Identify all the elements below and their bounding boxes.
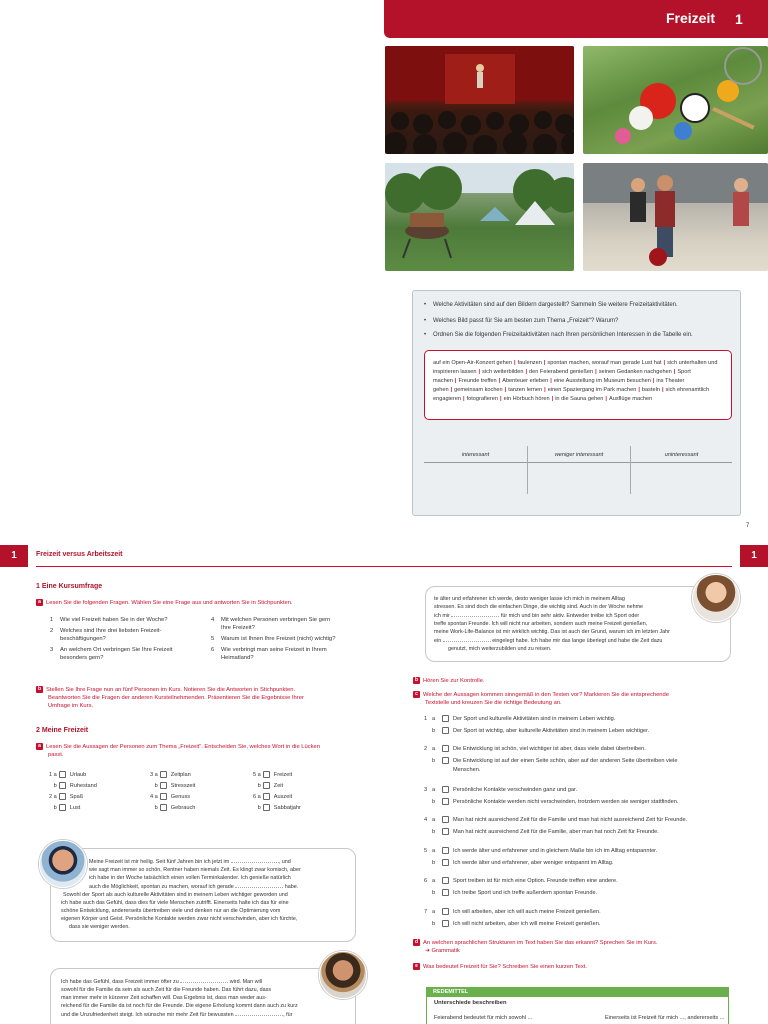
checkbox[interactable] — [442, 798, 449, 805]
activity: sich ehrenamtlich engagieren — [433, 387, 710, 402]
statement-3: 3 a Persönliche Kontakte verschwinden ganz und gar. b Persönliche Kontakte werden nicht verschwinden, trotzdem werden sie weniger stattfinden. — [424, 787, 679, 805]
exercise-2b-instruction: b Hören Sie zur Kontrolle. — [414, 677, 485, 685]
redemittel-phrase: Feierabend bedeutet für mich sowohl ... — [434, 1015, 533, 1021]
speech-bubble-young-man: Ich habe das Gefühl, dass Freizeit immer öfter zu wird. Man will sowohl für die Familie da sein als auch Zeit für die Freunde haben. Das führt dazu, dass man immer mehr in kürzerer Zeit schaffen will. Das Ergebnis ist, dass man weder aus- reichend für die Familie da ist noch für die Freunde. Die eigene Erholung kommt dann auch zu kurz und die Unzufriedenheit steigt. Ich wünsche mir mehr Zeit für bewussten , für — [50, 968, 356, 1024]
activity: Sport machen — [433, 369, 691, 384]
avatar-retiree — [39, 840, 87, 888]
sports-equipment-photo — [583, 46, 768, 154]
question: Heimatland? — [221, 655, 254, 661]
speech-bubble-retiree: Meine Freizeit ist mir heilig. Seit fünf Jahren bin ich jetzt im , und wie sagt man immer so schön, Rentner haben niemals Zeit. Es klingt zwar komisch, aber ich habe in der Woche tatsächlich einen vollen Terminkalender. Ich genieße natürlich auch die Möglichkeit, spontan zu machen, worauf ich gerade habe. Sowohl der Sport als auch kulturelle Aktivitäten sind in meinem Leben wichtiger geworden und ich habe auch das Gefühl, dass dies für viele Menschen zutrifft. Einerseits halte ich das für eine schöne Entwicklung, andererseits übertreiben viele und denken nur an die Optimierung vom eigenen Körper und Geist. Persönliche Kontakte werden zwar nicht verschwinden, aber ich fürchte, dass sie weniger werden. — [50, 848, 356, 942]
checkbox[interactable] — [442, 727, 449, 734]
checkbox[interactable] — [442, 816, 449, 823]
checkbox[interactable] — [442, 859, 449, 866]
speech-bubble-woman: te älter und erfahrener ich werde, desto weniger lasse ich mich in meinem Alltag stressen. Es sind doch die einfachen Dinge, die wichtig sind. Auch in der Woche nehme ich mir für mich und bin sehr aktiv. Entweder treibe ich Sport oder treffe spontan Freunde. Ich will nicht nur arbeiten, sondern auch meine Freizeit genießen, meine Work-Life-Balance ist mir wirklich wichtig. Das ist auch der Grund, warum ich im letzten Jahr ein eingelegt habe. Ich habe mir das lange überlegt und habe die Zeit dazu genutzt, mich weiterzubilden und zu reisen. — [425, 586, 731, 662]
question: 6 Wie verbringt man seine Freizeit in Ihrem — [211, 647, 327, 653]
gap-6[interactable] — [443, 636, 491, 642]
checkbox[interactable] — [442, 889, 449, 896]
question: 5 Warum ist Ihnen Ihre Freizeit (nicht) wichtig? — [211, 636, 336, 642]
checkbox[interactable] — [59, 782, 66, 789]
avatar-young-man — [319, 951, 367, 999]
activity: fotografieren — [466, 396, 498, 402]
exercise-1a-instruction: a Lesen Sie die folgenden Fragen. Wählen Sie eine Frage aus und antworten Sie in Stichpunkten. — [36, 599, 386, 607]
gap-2[interactable] — [235, 882, 283, 888]
camping-photo — [385, 163, 574, 271]
activity: Ausflüge machen — [608, 396, 653, 402]
chapter-title: Freizeit — [665, 10, 715, 26]
checkbox[interactable] — [59, 804, 66, 811]
task-bullet: • Ordnen Sie die folgenden Freizeitaktivitäten nach Ihren persönlichen Interessen in die Tabelle ein. — [424, 332, 736, 338]
checkbox[interactable] — [442, 828, 449, 835]
activity: basteln — [641, 387, 660, 393]
chapter-tab-right: 1 — [740, 545, 768, 567]
activity: Freunde treffen — [458, 378, 497, 384]
section-title: Freizeit versus Arbeitszeit — [36, 551, 123, 558]
gap-3[interactable] — [180, 977, 228, 983]
activity: seinen Gedanken nachgehen — [598, 369, 672, 375]
exercise-2c-instruction: c Welche der Aussagen kommen sinngemäß in den Texten vor? Markieren Sie die entsprechende Textstelle und kreuzen Sie die richtige Bedeutung an. — [413, 691, 733, 707]
checkbox[interactable] — [160, 782, 167, 789]
gap-5[interactable] — [451, 611, 499, 617]
checkbox[interactable] — [59, 771, 66, 778]
activity: sich unterhalten und inspirieren lassen — [433, 360, 718, 375]
statement-6: 6 a Sport treiben ist für mich eine Option. Freunde treffen eine andere. b Ich treibe Sport und ich treffe außerdem spontan Freunde. — [424, 878, 618, 896]
checkbox[interactable] — [263, 782, 270, 789]
checkbox[interactable] — [160, 804, 167, 811]
exercise-2d-instruction: d An welchen sprachlichen Strukturen im Text haben Sie das erkannt? Sprechen Sie im Kurs. ➔ Grammatik — [414, 939, 658, 955]
section-rule — [36, 566, 732, 567]
activity: spontan machen, worauf man gerade Lust hat — [547, 360, 662, 366]
activity: einen Spaziergang im Park machen — [547, 387, 637, 393]
activity: den Feierabend genießen — [529, 369, 594, 375]
checkbox[interactable] — [442, 757, 449, 764]
activity: sich weiterbilden — [482, 369, 524, 375]
avatar-woman — [692, 574, 740, 622]
checkbox[interactable] — [263, 793, 270, 800]
word-choice-group: 1 a Urlaub b Ruhestand 2 a Spaß b Lust — [49, 772, 97, 811]
question: 4 Mit welchen Personen verbringen Sie gern — [211, 617, 331, 623]
arrow-right-icon: ➔ — [425, 948, 432, 955]
checkbox[interactable] — [160, 771, 167, 778]
checkbox[interactable] — [442, 908, 449, 915]
checkbox[interactable] — [442, 847, 449, 854]
checkbox[interactable] — [442, 715, 449, 722]
table-header: weniger interessant — [554, 452, 604, 458]
exercise-2e-instruction: e Was bedeutet Freizeit für Sie? Schreiben Sie einen kurzen Text. — [413, 963, 733, 971]
redemittel-title: Unterschiede beschreiben — [434, 1000, 507, 1006]
activity: tanzen lernen — [508, 387, 543, 393]
activity: ins Theater gehen — [433, 378, 685, 393]
word-choice-group: 5 a Freizeit b Zeit 6 a Auszeit b Sabbatjahr — [253, 772, 301, 811]
questions-left — [50, 616, 210, 662]
question: Ihre Freizeit? — [221, 625, 255, 631]
activity: Abenteuer erleben — [502, 378, 549, 384]
checkbox[interactable] — [442, 877, 449, 884]
chapter-tab-left: 1 — [0, 545, 28, 567]
checkbox[interactable] — [263, 804, 270, 811]
question: 3 An welchem Ort verbringen Sie Ihre Freizeit — [50, 647, 173, 653]
redemittel-label: REDEMITTEL — [426, 987, 729, 997]
word-choice-group: 3 a Zeitplan b Stresszeit 4 a Genuss b Gebrauch — [150, 772, 196, 811]
badge-e: e — [413, 963, 420, 970]
table-rule — [424, 462, 732, 463]
badge-d: d — [414, 939, 419, 945]
checkbox[interactable] — [442, 786, 449, 793]
question: 1 Wie viel Freizeit haben Sie in der Woche? — [50, 617, 168, 623]
exercise-1-title: 1 Eine Kursumfrage — [36, 583, 103, 590]
checkbox[interactable] — [442, 920, 449, 927]
exercise-2a-instruction: a Lesen Sie die Aussagen der Personen zum Thema „Freizeit“. Entscheiden Sie, welches Wort in die Lücken passt. — [36, 743, 386, 759]
checkbox[interactable] — [263, 771, 270, 778]
checkbox[interactable] — [160, 793, 167, 800]
checkbox[interactable] — [59, 793, 66, 800]
task-bullet: • Welche Aktivitäten sind auf den Bildern dargestellt? Sammeln Sie weitere Freizeitaktivitäten. — [424, 302, 736, 308]
questions-right — [211, 616, 381, 662]
activity: gemeinsam kochen — [454, 387, 503, 393]
question: besonders gern? — [60, 655, 104, 661]
page-number: 7 — [746, 523, 750, 529]
table-header: interessant — [461, 452, 490, 458]
activity: auf ein Open-Air-Konzert gehen — [433, 360, 512, 366]
statement-1: 1 a Der Sport und kulturelle Aktivitäten sind in meinem Leben wichtig. b Der Sport ist wichtig, aber kulturelle Aktivitäten sind in meinem Leben wichtiger. — [424, 716, 650, 734]
badge-b: b — [37, 686, 42, 692]
activity-word-box: auf ein Open-Air-Konzert gehen | faulenzen | spontan machen, worauf man gerade Lust hat | sich unterhalten und inspirieren lassen | sich weiterbilden | den Feierabend genießen | seinen Gedanken nachgehen | Sport machen | Freunde treffen | Abenteuer erleben | eine Ausstellung im Museum besuchen | ins Theater gehen | gemeinsam kochen | tanzen lernen | einen Spaziergang im Park machen | basteln | sich ehrenamtlich engagieren | fotografieren | ein Hörbuch hören | in die Sauna gehen | Ausflüge machen — [424, 350, 732, 420]
badge-c: c — [413, 691, 420, 698]
gap-4[interactable] — [235, 1010, 283, 1016]
redemittel-phrase: Einerseits ist Freizeit für mich ..., andererseits ... — [605, 1015, 725, 1021]
chapter-number: 1 — [735, 11, 743, 27]
task-bullet: • Welches Bild passt für Sie am besten zum Thema „Freizeit“? Warum? — [424, 318, 736, 324]
badge-a: a — [36, 599, 43, 606]
activity: faulenzen — [517, 360, 542, 366]
badge-a: a — [36, 743, 43, 750]
activity: ein Hörbuch hören — [503, 396, 550, 402]
bowling-photo — [583, 163, 768, 271]
badge-b: b — [414, 677, 419, 683]
question: 2 Welches sind Ihre drei liebsten Freizeit- — [50, 628, 162, 634]
exercise-1b-instruction: b Stellen Sie Ihre Frage nun an fünf Personen im Kurs. Notieren Sie die Antworten in Stichpunkten. Beantworten Sie die Fragen der anderen Kursteilnehmenden. Präsentieren Sie die Ergebnisse Ihrer Umfrage im Kurs. — [37, 686, 304, 710]
table-divider — [630, 446, 631, 494]
table-header: uninteressant — [664, 452, 699, 458]
question: beschäftigungen? — [60, 636, 106, 642]
checkbox[interactable] — [442, 745, 449, 752]
statement-4: 4 a Man hat nicht ausreichend Zeit für die Familie und man hat nicht ausreichend Zeit für Freunde. b Man hat nicht ausreichend Zeit für die Familie, aber man hat noch Zeit für Freunde. — [424, 817, 688, 835]
activity: in die Sauna gehen — [555, 396, 604, 402]
table-divider — [527, 446, 528, 494]
statement-7: 7 a Ich will arbeiten, aber ich will auch meine Freizeit genießen. b Ich will nicht arbeiten, aber ich will meine Freizeit genießen. — [424, 909, 601, 927]
statement-5: 5 a Ich werde älter und erfahrener und in gleichem Maße bin ich im Alltag entspannter. b Ich werde älter und erfahrener, aber weniger entspannt im Alltag. — [424, 848, 658, 866]
grammar-link[interactable]: Grammatik — [431, 948, 460, 955]
theater-photo — [385, 46, 574, 154]
statement-2: 2 a Die Entwicklung ist schön, viel wichtiger ist aber, dass viele dabei übertreiben. b Die Entwicklung ist auf der einen Seite schön, aber auf der anderen Seite übertreiben viele Menschen. — [424, 746, 678, 773]
exercise-2-title: 2 Meine Freizeit — [36, 727, 89, 734]
activity: eine Ausstellung im Museum besuchen — [553, 378, 651, 384]
gap-1[interactable] — [231, 857, 279, 863]
